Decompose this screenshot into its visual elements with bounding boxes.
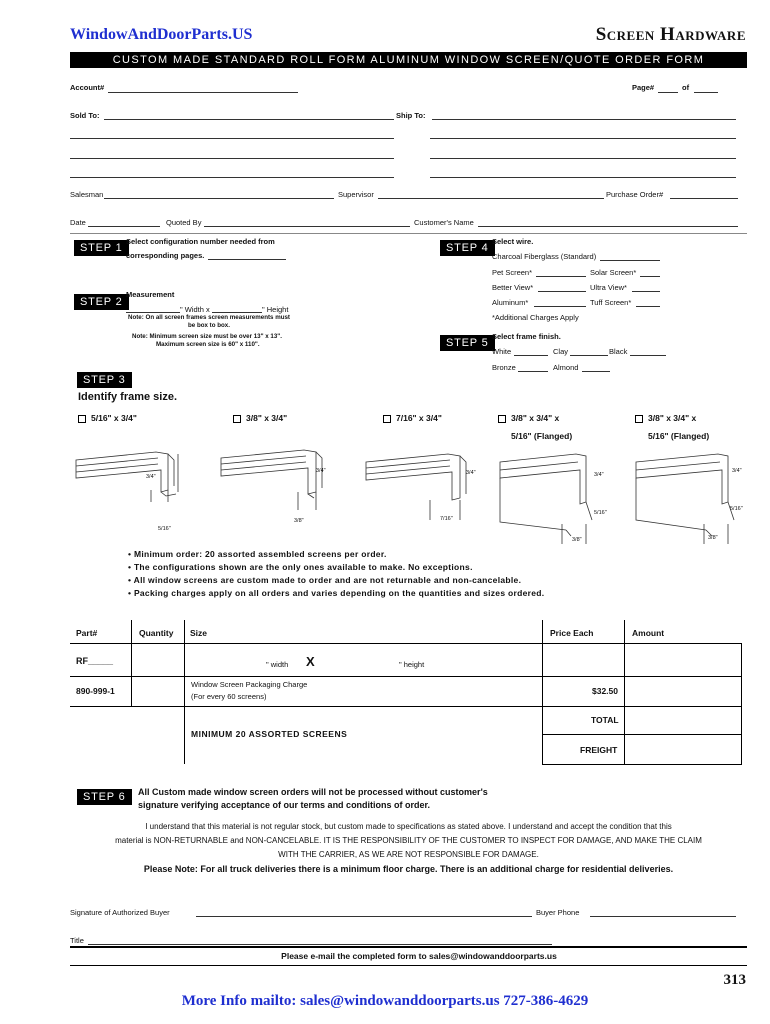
- step-6-text-1: All Custom made window screen orders will not be processed without customer's: [138, 787, 488, 797]
- ship-to-label: Ship To:: [396, 111, 426, 120]
- height-field[interactable]: [212, 312, 262, 313]
- purchase-order-field[interactable]: [670, 198, 738, 199]
- wire-pet-label: Pet Screen*: [492, 268, 533, 277]
- minimum-note: MINIMUM 20 ASSORTED SCREENS: [191, 729, 348, 739]
- frame-option-5[interactable]: [635, 413, 696, 423]
- sold-to-line-3[interactable]: [70, 158, 394, 159]
- frame-option-5-line-2: 5/16" (Flanged): [648, 431, 710, 441]
- wire-better-label: Better View*: [492, 283, 534, 292]
- row1-part[interactable]: RF_____: [76, 656, 114, 666]
- table-header-rule: [70, 643, 742, 644]
- step-6-text-2: signature verifying acceptance of our terms and conditions of order.: [138, 800, 431, 810]
- configuration-number-field[interactable]: [208, 259, 286, 260]
- row2-price: $32.50: [592, 686, 618, 696]
- page-title: Screen Hardware: [595, 24, 746, 45]
- sold-to-field[interactable]: [104, 119, 394, 120]
- d1-width-label: 5/16": [158, 526, 171, 532]
- account-field[interactable]: [108, 92, 298, 93]
- table-row-rule: [542, 764, 742, 765]
- bullet-item: • The configurations shown are the only ones available to make. No exceptions.: [128, 562, 473, 572]
- d5-width-label: 3/8": [708, 535, 718, 541]
- width-field[interactable]: [126, 312, 180, 313]
- step-2-note-2: be box to box.: [188, 322, 230, 329]
- checkbox[interactable]: [498, 415, 506, 423]
- wire-charcoal-label: Charcoal Fiberglass (Standard): [492, 252, 597, 261]
- bullet-item: • All window screens are custom made to order and are not returnable and non-cancelable.: [128, 575, 522, 585]
- purchase-order-label: Purchase Order#: [606, 190, 664, 199]
- agreement-line: I understand that this material is not regular stock, but custom made to specifications as stated above. I understand and accept the condition that this: [145, 822, 672, 831]
- checkbox[interactable]: [233, 415, 241, 423]
- table-col-rule: [542, 620, 543, 764]
- table-row-rule: [70, 706, 742, 707]
- customers-name-field[interactable]: [478, 226, 738, 227]
- d5-height-label: 3/4": [732, 468, 742, 474]
- height-label: " Height: [262, 305, 289, 314]
- frame-profile-1: [76, 452, 178, 502]
- step-1-text: Select configuration number needed from: [126, 237, 275, 246]
- quoted-by-label: Quoted By: [166, 218, 202, 227]
- wire-pet-field[interactable]: [536, 276, 586, 277]
- finish-bronze-label: Bronze: [492, 363, 516, 372]
- width-label: " Width x: [180, 305, 210, 314]
- finish-almond-field[interactable]: [582, 371, 610, 372]
- frame-option-3[interactable]: [383, 413, 442, 423]
- date-field[interactable]: [88, 226, 160, 227]
- wire-solar-label: Solar Screen*: [590, 268, 637, 277]
- bottom-rule-2: [70, 965, 747, 966]
- header-quantity: Quantity: [139, 628, 174, 638]
- d2-height-label: 3/4": [316, 468, 326, 474]
- table-row-rule: [70, 676, 742, 677]
- frame-option-4[interactable]: [498, 413, 559, 423]
- page-total-field[interactable]: [694, 92, 718, 93]
- buyer-phone-field[interactable]: [590, 916, 736, 917]
- frame-option-2[interactable]: [233, 413, 287, 423]
- row2-desc-1: Window Screen Packaging Charge: [191, 680, 308, 689]
- step-2-note-4: Maximum screen size is 60" x 110".: [156, 341, 260, 348]
- frame-profile-4: [500, 454, 592, 544]
- sold-to-label: Sold To:: [70, 111, 100, 120]
- page-label: Page#: [632, 83, 655, 92]
- frame-option-label: 3/8" x 3/4": [246, 413, 288, 423]
- frame-option-1[interactable]: [78, 413, 137, 423]
- frame-option-label: 3/8" x 3/4" x: [648, 413, 697, 423]
- step-2-title: Measurement: [126, 290, 175, 299]
- frame-option-4-line-2: 5/16" (Flanged): [511, 431, 573, 441]
- checkbox[interactable]: [383, 415, 391, 423]
- agreement-text: [70, 820, 747, 876]
- step-6-badge: STEP 6: [77, 789, 132, 805]
- sold-to-line-4[interactable]: [70, 177, 394, 178]
- wire-tuff-label: Tuff Screen*: [590, 298, 632, 307]
- step-4-badge: STEP 4: [440, 240, 495, 256]
- title-label: Title: [70, 936, 84, 945]
- ship-to-line-4[interactable]: [430, 177, 736, 178]
- wire-charcoal-field[interactable]: [600, 260, 660, 261]
- salesman-label: Salesman: [70, 190, 104, 199]
- page-number-field[interactable]: [658, 92, 678, 93]
- finish-white-label: White: [492, 347, 512, 356]
- table-col-rule: [184, 620, 185, 764]
- checkbox[interactable]: [78, 415, 86, 423]
- finish-white-field[interactable]: [514, 355, 548, 356]
- step-5-badge: STEP 5: [440, 335, 495, 351]
- d4-width-label: 3/8": [572, 537, 582, 543]
- row2-desc-2: (For every 60 screens): [191, 692, 267, 701]
- customers-name-label: Customer's Name: [414, 218, 474, 227]
- supervisor-field[interactable]: [378, 198, 604, 199]
- table-col-rule: [624, 620, 625, 764]
- wire-ultra-field[interactable]: [632, 291, 660, 292]
- step-3-title: Identify frame size.: [78, 391, 178, 403]
- divider: [70, 233, 747, 234]
- agreement-line: material is NON-RETURNABLE and NON-CANCELABLE. IT IS THE RESPONSIBILITY OF THE CUSTOMER TO INSPECT FOR DAMAGE, AND MAKE THE CLAIM: [115, 836, 702, 845]
- frame-option-label: 3/8" x 3/4" x: [511, 413, 560, 423]
- wire-aluminum-label: Aluminum*: [492, 298, 529, 307]
- row2-part: 890-999-1: [76, 686, 115, 696]
- frame-profile-3: [366, 454, 466, 520]
- bullet-item: • Minimum order: 20 assorted assembled screens per order.: [128, 549, 387, 559]
- finish-black-label: Black: [609, 347, 628, 356]
- ship-to-line-3[interactable]: [430, 158, 736, 159]
- finish-clay-field[interactable]: [570, 355, 608, 356]
- d3-height-label: 3/4": [466, 470, 476, 476]
- step-1-text-2: corresponding pages.: [126, 251, 205, 260]
- buyer-phone-label: Buyer Phone: [536, 908, 580, 917]
- wire-ultra-label: Ultra View*: [590, 283, 627, 292]
- row1-width-label: " width: [266, 660, 289, 669]
- title-field[interactable]: [88, 944, 552, 945]
- date-label: Date: [70, 218, 86, 227]
- table-row-rule: [542, 734, 742, 735]
- bullet-text: The configurations shown are the only ones available to make. No exceptions.: [133, 562, 473, 572]
- d2-width-label: 3/8": [294, 518, 304, 524]
- row1-x-label: X: [306, 654, 315, 669]
- brand-name: WindowAndDoorParts.US: [70, 26, 253, 43]
- salesman-field[interactable]: [104, 198, 334, 199]
- step-4-title: Select wire.: [492, 237, 534, 246]
- bullet-text: All window screens are custom made to order and are not returnable and non-cancelable.: [133, 575, 522, 585]
- step-5-title: Select frame finish.: [492, 332, 561, 341]
- delivery-note: Please Note: For all truck deliveries there is a minimum floor charge. There is an additional charge for residential deliveries.: [143, 864, 674, 874]
- frame-profile-2: [221, 450, 322, 510]
- order-rules-list: [128, 548, 544, 600]
- page-of-label: of: [682, 83, 690, 92]
- signature-field[interactable]: [196, 916, 532, 917]
- signature-label: Signature of Authorized Buyer: [70, 908, 170, 917]
- header-price-each: Price Each: [550, 628, 594, 638]
- header-amount: Amount: [632, 628, 665, 638]
- wire-solar-field[interactable]: [640, 276, 660, 277]
- wire-tuff-field[interactable]: [636, 306, 660, 307]
- finish-bronze-field[interactable]: [518, 371, 548, 372]
- d1-height-label: 3/4": [146, 474, 156, 480]
- wire-aluminum-field[interactable]: [534, 306, 586, 307]
- sold-to-line-2[interactable]: [70, 138, 394, 139]
- total-label: TOTAL: [591, 715, 619, 725]
- d4-flange-label: 5/16": [594, 510, 607, 516]
- checkbox[interactable]: [635, 415, 643, 423]
- step-3-badge: STEP 3: [77, 372, 132, 388]
- bullet-text: Packing charges apply on all orders and varies depending on the quantities and sizes ordered.: [133, 588, 545, 598]
- frame-option-label: 5/16" x 3/4": [91, 413, 137, 423]
- frame-profile-5: [636, 454, 734, 544]
- bullet-text: Minimum order: 20 assorted assembled screens per order.: [133, 549, 387, 559]
- header-part: Part#: [76, 628, 98, 638]
- ship-to-field[interactable]: [432, 119, 736, 120]
- contact-footer[interactable]: More Info mailto: sales@windowanddoorparts.us 727-386-4629: [181, 993, 589, 1009]
- table-col-rule: [131, 620, 132, 706]
- d4-height-label: 3/4": [594, 472, 604, 478]
- table-col-rule: [741, 643, 742, 764]
- page-number: 313: [723, 972, 746, 988]
- supervisor-label: Supervisor: [338, 190, 374, 199]
- wire-better-field[interactable]: [538, 291, 586, 292]
- row1-height-label: " height: [399, 660, 425, 669]
- d5-flange-label: 5/16": [730, 506, 743, 512]
- form-title-bar: CUSTOM MADE STANDARD ROLL FORM ALUMINUM WINDOW SCREEN/QUOTE ORDER FORM: [70, 52, 747, 68]
- finish-black-field[interactable]: [630, 355, 666, 356]
- header-size: Size: [190, 628, 208, 638]
- freight-label: FREIGHT: [580, 745, 618, 755]
- bullet-item: • Packing charges apply on all orders and varies depending on the quantities and sizes ordered.: [128, 588, 545, 598]
- quoted-by-field[interactable]: [204, 226, 410, 227]
- wire-note: *Additional Charges Apply: [492, 313, 579, 322]
- ship-to-line-2[interactable]: [430, 138, 736, 139]
- step-2-badge: STEP 2: [74, 294, 129, 310]
- frame-option-label: 7/16" x 3/4": [396, 413, 442, 423]
- account-label: Account#: [70, 83, 105, 92]
- step-2-note-3: Note: Minimum screen size must be over 13" x 13".: [132, 333, 282, 340]
- d3-width-label: 7/16": [440, 516, 453, 522]
- finish-almond-label: Almond: [553, 363, 579, 372]
- step-1-badge: STEP 1: [74, 240, 129, 256]
- bottom-rule: [70, 946, 747, 948]
- finish-clay-label: Clay: [553, 347, 569, 356]
- email-note: Please e-mail the completed form to sales@windowanddoorparts.us: [281, 951, 557, 961]
- step-2-note-1: Note: On all screen frames screen measurements must: [128, 314, 290, 321]
- agreement-line: WITH THE CARRIER, AS WE ARE NOT RESPONSIBLE FOR DAMAGE.: [278, 850, 539, 859]
